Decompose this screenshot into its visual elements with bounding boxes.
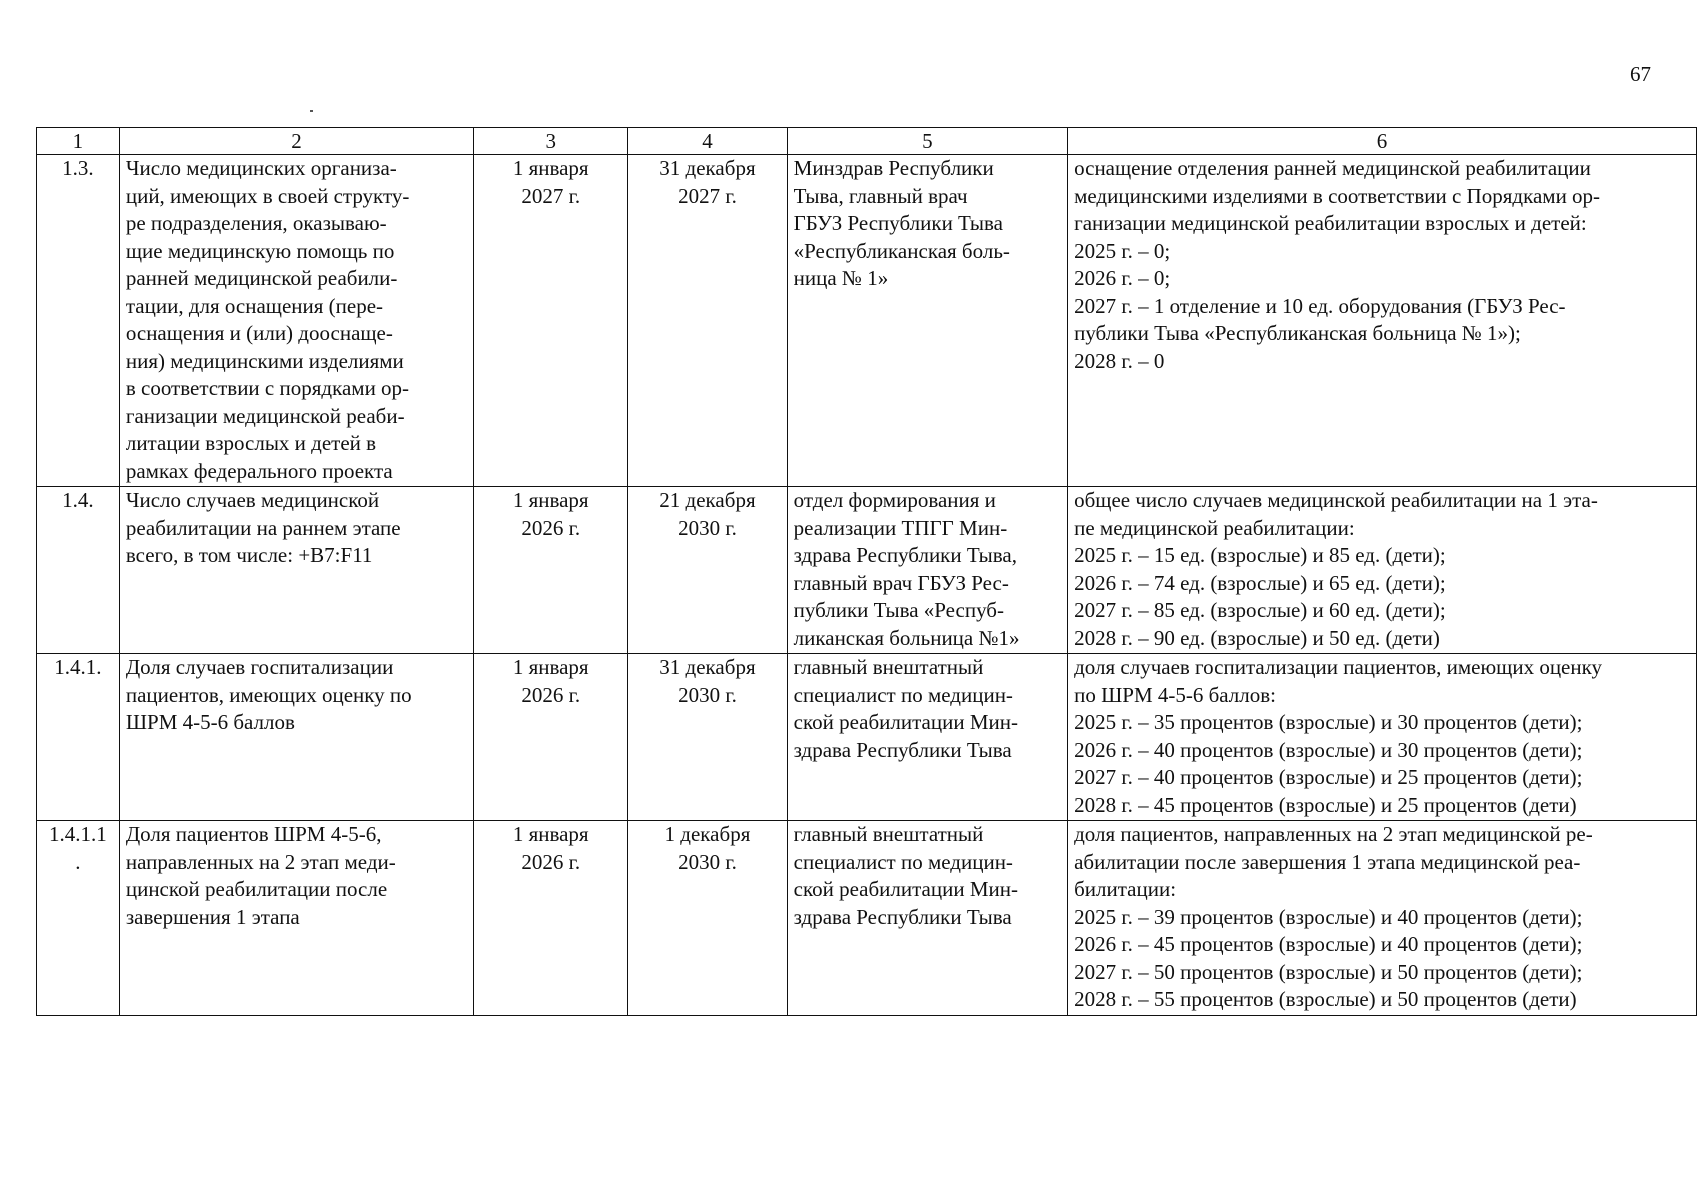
end-date-line: 21 декабря [659,488,756,512]
result-cell [1068,155,1697,487]
result-line: общее число случаев медицинской реабилитации на 1 эта- [1074,488,1598,512]
start-date-line: 2027 г. [521,183,581,208]
row-number-cell [37,155,120,487]
start-date-cell [474,155,628,487]
indicator-line: щие медицинскую помощь по [125,238,395,263]
indicator-line: тации, для оснащения (пере- [125,293,384,318]
row-number: . [75,849,81,874]
indicator-line: в соответствии с порядками ор- [125,376,410,400]
end-date-cell [628,487,787,654]
result-line: 2028 г. – 45 процентов (взрослые) и 25 процентов (дети) [1074,792,1577,817]
row-number-cell [37,654,120,821]
result-line: 2028 г. – 90 ед. (взрослые) и 50 ед. (дети) [1074,625,1440,650]
start-date-line: 1 января [512,822,589,846]
indicator-line: оснащения и (или) дооснаще- [125,321,393,345]
indicator-cell [119,821,473,1016]
responsible-line: Минздрав Республики [793,156,994,180]
responsible-line: специалист по медицин- [793,849,1013,874]
header-cell: 3 [474,128,628,155]
indicator-cell [119,155,473,487]
indicator-line: всего, в том числе: +B7:F11 [125,543,373,567]
responsible-line: здрава Республики Тыва [793,737,1012,762]
result-line: 2025 г. – 35 процентов (взрослые) и 30 процентов (дети); [1074,710,1583,734]
result-line: по ШРМ 4-5-6 баллов: [1074,682,1277,707]
row-number-cell [37,821,120,1016]
indicator-line: Доля пациентов ШРМ 4-5-6, [125,822,382,846]
result-line: 2026 г. – 40 процентов (взрослые) и 30 процентов (дети); [1074,737,1583,762]
result-line: 2026 г. – 0; [1074,266,1171,290]
result-line: 2027 г. – 40 процентов (взрослые) и 25 процентов (дети); [1074,765,1583,789]
result-line: 2028 г. – 0 [1074,348,1165,373]
result-line: пе медицинской реабилитации: [1074,515,1355,540]
responsible-cell [787,821,1067,1016]
start-date-line: 2026 г. [521,682,581,707]
result-line: билитации: [1074,877,1177,901]
indicator-line: ганизации медицинской реаби- [125,403,405,428]
responsible-line: Тыва, главный врач [793,183,968,208]
start-date-line: 1 января [512,488,589,512]
indicator-line: цинской реабилитации после [125,877,388,901]
end-date-line: 2027 г. [678,183,737,208]
start-date-cell [474,487,628,654]
row-number: 1.4. [62,488,94,512]
result-line: 2026 г. – 74 ед. (взрослые) и 65 ед. (дети); [1074,570,1446,595]
responsible-line: главный врач ГБУЗ Рес- [793,570,1009,595]
plan-table [36,127,1697,1016]
responsible-line: «Республиканская боль- [793,238,1010,263]
scan-speck [310,110,313,112]
responsible-line: здрава Республики Тыва [793,904,1012,929]
result-line: 2027 г. – 50 процентов (взрослые) и 50 процентов (дети); [1074,959,1583,984]
end-date-line: 2030 г. [678,515,737,540]
page-number: 67 [1630,62,1651,86]
responsible-line: ница № 1» [793,266,889,290]
table-row [37,821,1697,1016]
result-line: ганизации медицинской реабилитации взрослых и детей: [1074,211,1587,235]
responsible-cell [787,654,1067,821]
responsible-line: ГБУЗ Республики Тыва [793,211,1003,235]
indicator-line: Число медицинских организа- [125,156,397,180]
header-cell: 6 [1068,128,1697,155]
indicator-line: ций, имеющих в своей структу- [125,183,410,208]
indicator-cell [119,654,473,821]
end-date-line: 31 декабря [659,156,756,180]
indicator-line: ранней медицинской реабили- [125,266,398,290]
responsible-line: отдел формирования и [793,488,996,512]
start-date-cell [474,654,628,821]
indicator-line: завершения 1 этапа [125,904,300,929]
header-row [37,128,1697,155]
result-cell [1068,654,1697,821]
responsible-line: ской реабилитации Мин- [793,710,1018,734]
result-line: 2027 г. – 85 ед. (взрослые) и 60 ед. (дети); [1074,598,1446,622]
responsible-line: реализации ТПГГ Мин- [793,515,1008,540]
indicator-line: направленных на 2 этап меди- [125,849,396,874]
responsible-line: ской реабилитации Мин- [793,877,1018,901]
start-date-line: 2026 г. [521,515,581,540]
end-date-line: 31 декабря [659,655,756,679]
indicator-line: ШРМ 4-5-6 баллов [125,710,295,734]
row-number-cell [37,487,120,654]
result-line: 2025 г. – 39 процентов (взрослые) и 40 процентов (дети); [1074,904,1583,929]
row-number: 1.3. [62,156,94,180]
result-cell [1068,821,1697,1016]
responsible-line: специалист по медицин- [793,682,1013,707]
start-date-cell [474,821,628,1016]
result-line: 2026 г. – 45 процентов (взрослые) и 40 процентов (дети); [1074,932,1583,956]
end-date-line: 2030 г. [678,682,737,707]
result-line: 2028 г. – 55 процентов (взрослые) и 50 процентов (дети) [1074,987,1577,1011]
indicator-line: реабилитации на раннем этапе [125,515,401,540]
indicator-line: Доля случаев госпитализации [125,655,394,679]
indicator-line: Число случаев медицинской [125,488,380,512]
indicator-line: пациентов, имеющих оценку по [125,682,412,707]
result-line: доля случаев госпитализации пациентов, имеющих оценку [1074,655,1603,679]
responsible-cell [787,487,1067,654]
row-number: 1.4.1.1 [49,822,107,846]
start-date-line: 1 января [512,655,589,679]
end-date-cell [628,155,787,487]
start-date-line: 2026 г. [521,849,581,874]
responsible-line: ликанская больница №1» [793,625,1020,650]
result-line: 2027 г. – 1 отделение и 10 ед. оборудования (ГБУЗ Рес- [1074,293,1566,318]
result-line: оснащение отделения ранней медицинской реабилитации [1074,156,1591,180]
end-date-line: 2030 г. [678,849,737,874]
end-date-cell [628,821,787,1016]
result-line: 2025 г. – 15 ед. (взрослые) и 85 ед. (дети); [1074,543,1446,567]
header-cell: 4 [628,128,787,155]
result-line: абилитации после завершения 1 этапа медицинской реа- [1074,849,1581,874]
end-date-line: 1 декабря [664,822,751,846]
responsible-line: публики Тыва «Респуб- [793,598,1004,622]
start-date-line: 1 января [512,156,589,180]
result-line: публики Тыва «Республиканская больница № 1»); [1074,321,1521,345]
indicator-line: рамках федерального проекта [125,458,393,483]
result-line: доля пациентов, направленных на 2 этап медицинской ре- [1074,822,1593,846]
row-number: 1.4.1. [54,655,102,679]
header-cell: 5 [787,128,1067,155]
table-row [37,487,1697,654]
indicator-line: ния) медицинскими изделиями [125,348,404,373]
responsible-line: здрава Республики Тыва, [793,543,1017,567]
table-row [37,654,1697,821]
result-line: медицинскими изделиями в соответствии с Порядками ор- [1074,183,1601,208]
responsible-line: главный внештатный [793,655,984,679]
header-cell: 1 [37,128,120,155]
indicator-line: ре подразделения, оказываю- [125,211,387,235]
end-date-cell [628,654,787,821]
responsible-line: главный внештатный [793,822,984,846]
result-cell [1068,487,1697,654]
responsible-cell [787,155,1067,487]
indicator-line: литации взрослых и детей в [125,431,377,455]
table-row [37,155,1697,487]
header-cell: 2 [119,128,473,155]
indicator-cell [119,487,473,654]
result-line: 2025 г. – 0; [1074,238,1171,263]
